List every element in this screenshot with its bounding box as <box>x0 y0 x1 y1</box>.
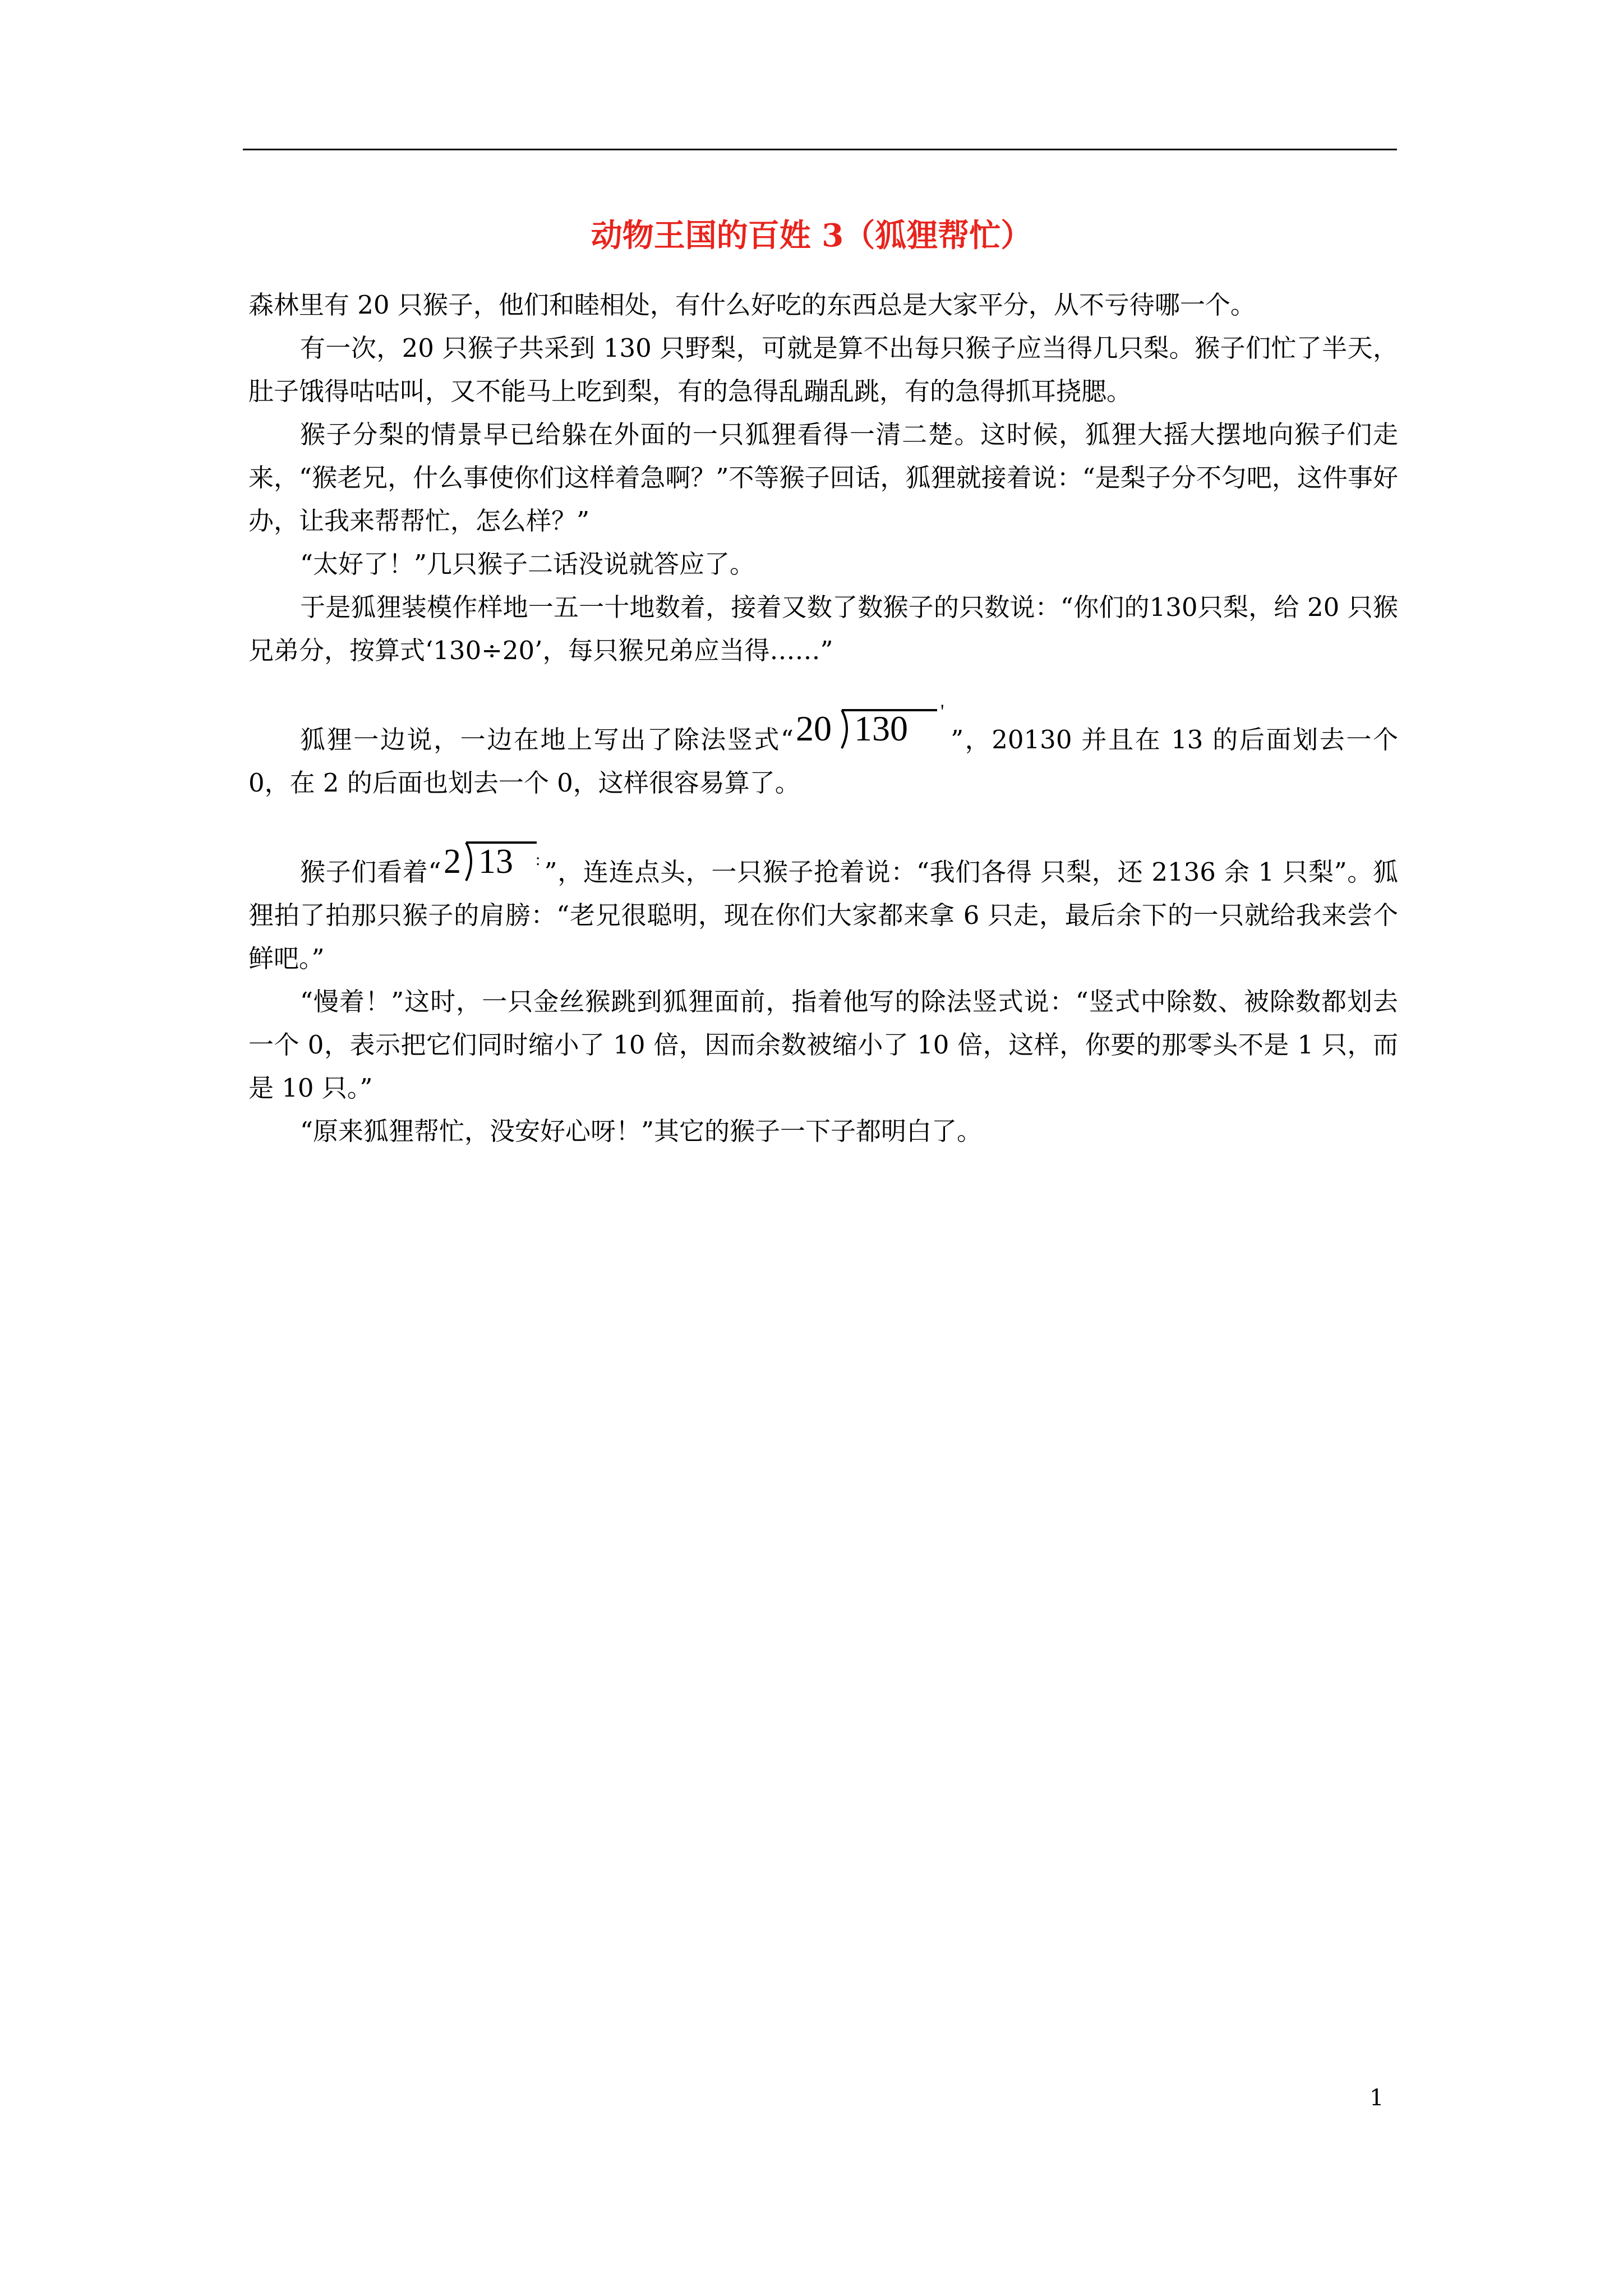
paragraph-6 <box>248 703 1398 804</box>
paragraph-9: “原来狐狸帮忙，没安好心呀！”其它的猴子一下子都明白了。 <box>300 1116 983 1146</box>
division2-dividend: 13 <box>478 843 513 881</box>
division2-tail: : <box>535 850 540 869</box>
paragraph-6-rest: ”，20130 并且在 13 的后面划去一个 0，在 2 的后面也划去一个 0，这样很容易算了。 <box>248 725 1398 798</box>
division2-bracket <box>466 843 471 881</box>
document-title: 动物王国的百姓 3（狐狸帮忙） <box>591 217 1032 254</box>
paragraph-7-rest: ”，连连点头，一只猴子抢着说：“我们各得 只梨，还 2136 余 1 只梨”。狐狸拍了拍那只猴子的肩膀：“老兄很聪明，现在你们大家都来拿 6 只走，最后余下的一只就给我来尝个鲜吧。” <box>248 857 1398 973</box>
long-division-2-13 <box>441 837 545 884</box>
paragraph-5: 于是狐狸装模作样地一五一十地数着，接着又数了数猴子的只数说：“你们的130只梨，给 20 只猴兄弟分，按算式‘130÷20’，每只猴兄弟应当得……” <box>248 592 1398 665</box>
division2-divisor: 2 <box>443 843 461 881</box>
division1-dividend: 130 <box>854 708 909 748</box>
paragraph-4: “太好了！”几只猴子二话没说就答应了。 <box>300 549 755 579</box>
paragraph-2: 有一次，20 只猴子共采到 130 只野梨，可就是算不出每只猴子应当得几只梨。猴子们忙了半天，肚子饿得咕咕叫，又不能马上吃到梨，有的急得乱蹦乱跳，有的急得抓耳挠腮。 <box>248 333 1398 406</box>
page-number: 1 <box>1370 2085 1384 2111</box>
division1-divisor: 20 <box>796 708 832 748</box>
division1-tail: ' <box>940 703 944 723</box>
long-division-20-130 <box>794 703 951 752</box>
paragraph-8: “慢着！”这时，一只金丝猴跳到狐狸面前，指着他写的除法竖式说：“竖式中除数、被除数都划去一个 0，表示把它们同时缩小了 10 倍，因而余数被缩小了 10 倍，这样，你要的那零头不是 1 只，而是 10 只。” <box>248 987 1398 1103</box>
document-body <box>248 283 1398 1153</box>
paragraph-1: 森林里有 20 只猴子，他们和睦相处，有什么好吃的东西总是大家平分，从不亏待哪一个。 <box>248 290 1256 320</box>
paragraph-7-lead: 猴子们看着“ <box>300 857 441 887</box>
header-rule <box>243 149 1397 150</box>
paragraph-7 <box>248 837 1398 980</box>
division1-bracket <box>842 710 847 748</box>
paragraph-6-lead: 狐狸一边说，一边在地上写出了除法竖式“ <box>300 725 794 754</box>
paragraph-3: 猴子分梨的情景早已给躲在外面的一只狐狸看得一清二楚。这时候，狐狸大摇大摆地向猴子们走来，“猴老兄，什么事使你们这样着急啊？”不等猴子回话，狐狸就接着说：“是梨子分不匀吧，这件事好办，让我来帮帮忙，怎么样？” <box>248 420 1398 536</box>
